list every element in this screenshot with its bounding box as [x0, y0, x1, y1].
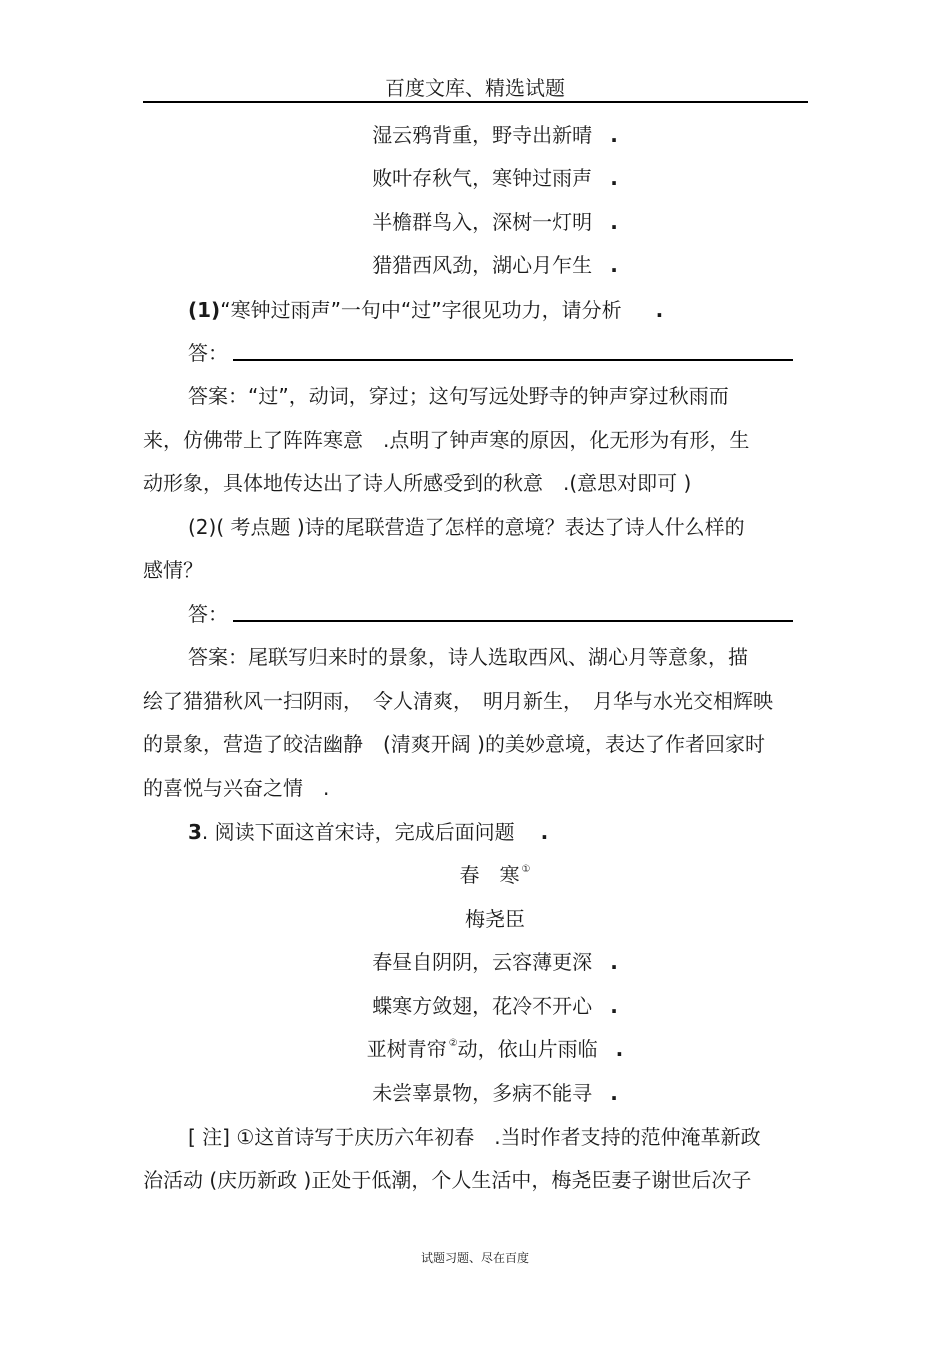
- poem-text: 败叶存秋气，寒钟过雨声: [372, 166, 593, 190]
- answer-2-line-4: 的喜悦与兴奋之情 .: [143, 776, 330, 800]
- poem-text: 未尝辜景物，多病不能寻: [372, 1081, 593, 1105]
- answer-1-line-2: 来，仿佛带上了阵阵寒意 .点明了钟声寒的原因，化无形为有形，生: [143, 428, 750, 452]
- period: .: [610, 123, 618, 147]
- question-2-line-2: 感情？: [143, 558, 203, 582]
- question-text: . 阅读下面这首宋诗，完成后面问题: [201, 820, 515, 844]
- question-number: (1): [188, 298, 221, 322]
- poem-text: 春昼自阴阴，云容薄更深: [372, 950, 593, 974]
- answer-2-line-1: 答案：尾联写归来时的景象，诗人选取西风、湖心月等意象，描: [188, 645, 748, 669]
- question-number: 3: [188, 820, 202, 844]
- question-3: [188, 816, 548, 845]
- poem2-title: [0, 859, 950, 888]
- poem1-line-3: [0, 206, 950, 235]
- answer-1-line-1: 答案：“过”，动词，穿过；这句写远处野寺的钟声穿过秋雨而: [188, 384, 729, 408]
- poem-text: 蝶寒方敛翅，花冷不开心: [372, 994, 593, 1018]
- period: .: [610, 994, 618, 1018]
- period: .: [610, 950, 618, 974]
- period: .: [610, 1081, 618, 1105]
- poem-text-a: 亚树青帘: [366, 1037, 447, 1061]
- poem1-line-2: [0, 162, 950, 191]
- footnote-marker: ①: [521, 864, 531, 875]
- page-header: 百度文库、精选试题: [385, 76, 565, 100]
- poem-text: 湿云鸦背重，野寺出新晴: [372, 123, 593, 147]
- period: .: [540, 820, 549, 844]
- period: .: [615, 1037, 624, 1061]
- period: .: [610, 253, 618, 277]
- answer-1-line-3: 动形象，具体地传达出了诗人所感受到的秋意 .(意思对即可 ): [143, 471, 692, 495]
- answer-label-1: 答：: [188, 341, 228, 365]
- poem-text-b: 动，依山片雨临: [457, 1037, 598, 1061]
- poem-text: 猎猎西风劲，湖心月乍生: [372, 253, 593, 277]
- answer-blank-1[interactable]: [233, 359, 793, 361]
- footnote-marker: ②: [448, 1038, 458, 1049]
- question-2-line-1: (2)( 考点题 )诗的尾联营造了怎样的意境？表达了诗人什么样的: [188, 515, 745, 539]
- question-1: [188, 294, 663, 323]
- poem1-line-4: [0, 249, 950, 278]
- answer-2-line-2: 绘了猎猎秋风一扫阴雨， 令人清爽， 明月新生， 月华与水光交相辉映: [143, 689, 773, 713]
- period: .: [610, 210, 618, 234]
- note-line-1: [ 注] ①这首诗写于庆历六年初春 .当时作者支持的范仲淹革新政: [188, 1125, 761, 1149]
- answer-blank-2[interactable]: [233, 620, 793, 622]
- poem-text: 半檐群鸟入，深树一灯明: [372, 210, 593, 234]
- poem1-line-1: [0, 119, 950, 148]
- period: .: [610, 166, 618, 190]
- poem2-line-4: [0, 1077, 950, 1106]
- poem2-line-3: [0, 1033, 950, 1062]
- poem2-author: 梅尧臣: [465, 907, 525, 931]
- poem-title-text: 春 寒: [459, 863, 520, 887]
- poem2-line-2: [0, 990, 950, 1019]
- answer-2-line-3: 的景象，营造了皎洁幽静 (清爽开阔 )的美妙意境，表达了作者回家时: [143, 732, 765, 756]
- period: .: [655, 298, 664, 322]
- answer-label-2: 答：: [188, 602, 228, 626]
- page-footer: 试题习题、尽在百度: [420, 1251, 529, 1265]
- poem2-line-1: [0, 946, 950, 975]
- note-line-2: 治活动 (庆历新政 )正处于低潮，个人生活中，梅尧臣妻子谢世后次子: [143, 1168, 752, 1192]
- header-rule: [143, 101, 808, 103]
- question-text: “寒钟过雨声”一句中“过”字很见功力，请分析: [220, 298, 622, 322]
